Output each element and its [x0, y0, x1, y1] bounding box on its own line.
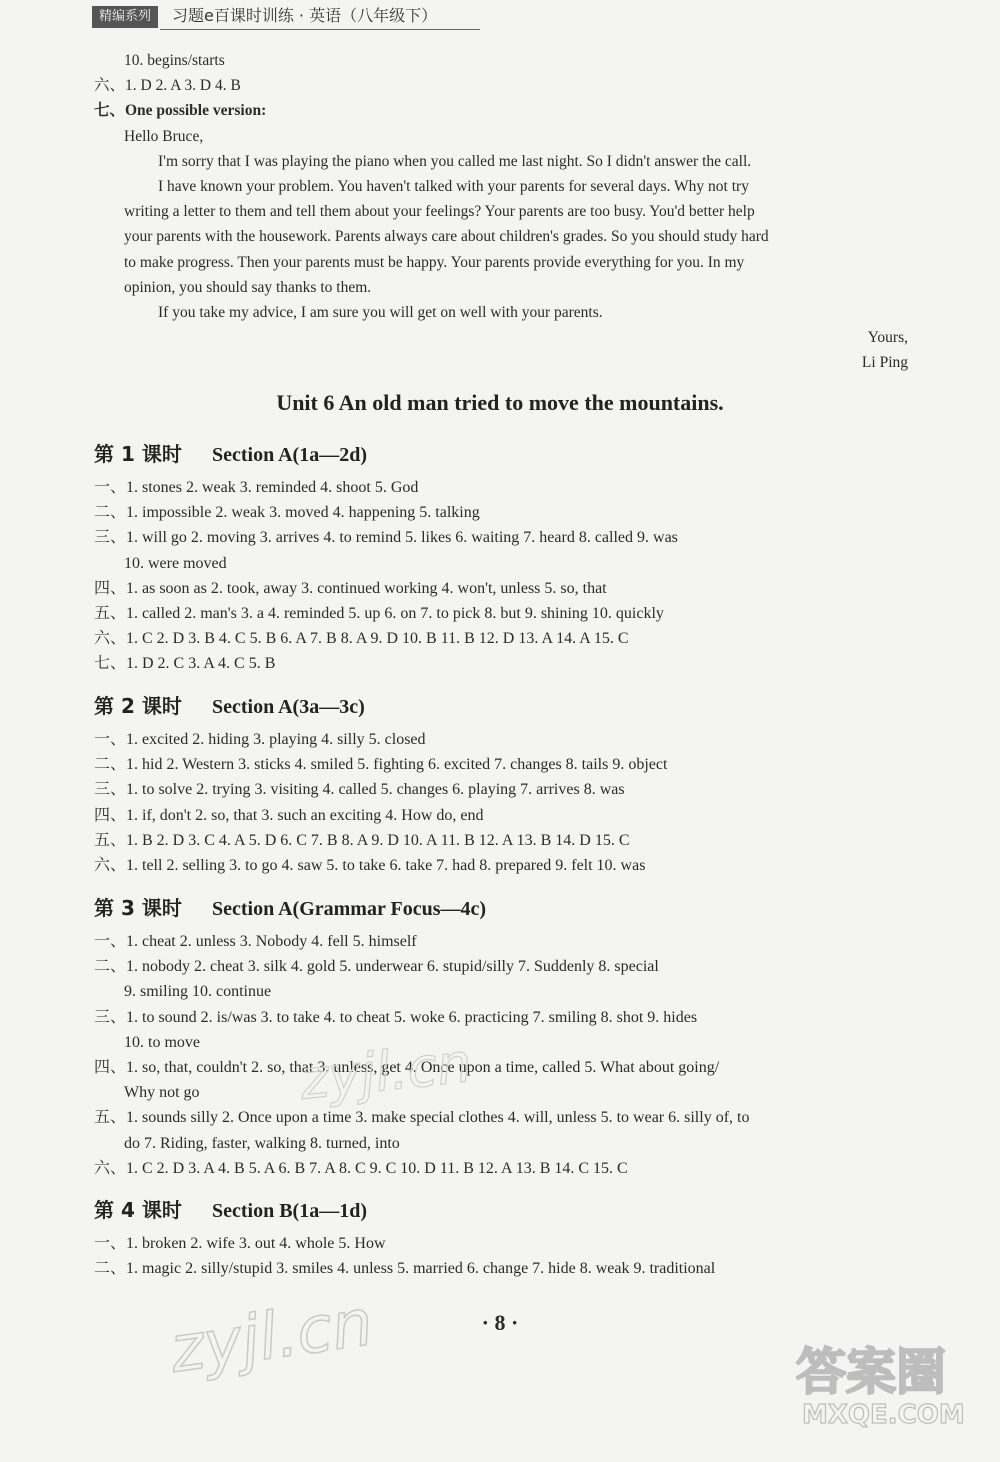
- letter-paragraph: I have known your problem. You haven't talked with your parents for several days. Why not try: [158, 178, 749, 196]
- lesson-section: Section A(1a—2d): [212, 444, 367, 466]
- answer-line: 二、1. nobody 2. cheat 3. silk 4. gold 5. underwear 6. stupid/silly 7. Suddenly 8. special: [94, 958, 659, 976]
- lesson-2: [94, 692, 914, 878]
- lesson-period: 第 3 课时: [94, 896, 182, 920]
- answer-line: 一、1. cheat 2. unless 3. Nobody 4. fell 5. himself: [94, 933, 417, 950]
- answer-line: Why not go: [124, 1084, 200, 1102]
- lesson-title: [94, 894, 914, 923]
- answer-line: 六、1. C 2. D 3. A 4. B 5. A 6. B 7. A 8. C 9. C 10. D 11. B 12. A 13. B 14. C 15. C: [94, 1159, 628, 1177]
- answer-line: 六、1. C 2. D 3. B 4. C 5. B 6. A 7. B 8. A 9. D 10. B 11. B 12. D 13. A 14. A 15. C: [94, 630, 629, 648]
- letter-signature: Li Ping: [861, 354, 908, 372]
- lesson-section: Section A(3a—3c): [212, 696, 365, 718]
- letter-paragraph: opinion, you should say thanks to them.: [124, 278, 372, 296]
- letter-paragraph: your parents with the housework. Parents always care about children's grades. So you should study hard: [124, 228, 769, 246]
- writing-heading: 七、One possible version:: [94, 102, 267, 120]
- answer-line: 二、1. hid 2. Western 3. sticks 4. smiled 5. fighting 6. excited 7. changes 8. tails 9. object: [94, 756, 668, 774]
- answer-line: 二、1. magic 2. silly/stupid 3. smiles 4. unless 5. married 6. change 7. hide 8. weak 9. traditional: [94, 1260, 716, 1278]
- answer-line: 三、1. will go 2. moving 3. arrives 4. to remind 5. likes 6. waiting 7. heard 8. called 9. was: [94, 529, 678, 547]
- lesson-title: [94, 1196, 914, 1225]
- page-number: · 8 ·: [481, 1310, 519, 1335]
- book-title: 习题e百课时训练 · 英语（八年级下）: [172, 6, 438, 25]
- site-stamp-logo: [796, 1332, 986, 1442]
- lesson-title: [94, 440, 914, 469]
- answer-line: 9. smiling 10. continue: [124, 983, 272, 1001]
- answer-line: 四、1. as soon as 2. took, away 3. continued working 4. won't, unless 5. so, that: [94, 579, 607, 597]
- answer-line: 一、1. stones 2. weak 3. reminded 4. shoot 5. God: [94, 479, 419, 496]
- lesson-period: 第 2 课时: [94, 694, 182, 718]
- lesson-period: 第 4 课时: [94, 1198, 182, 1222]
- answer-line: 10. were moved: [124, 554, 227, 572]
- answer-line: 五、1. called 2. man's 3. a 4. reminded 5. up 6. on 7. to pick 8. but 9. shining 10. quickly: [94, 605, 664, 623]
- letter-paragraph: I'm sorry that I was playing the piano when you called me last night. So I didn't answer the call.: [158, 152, 752, 170]
- answer-line: do 7. Riding, faster, walking 8. turned, into: [124, 1134, 400, 1152]
- stamp-url: MXQE.COM: [802, 1400, 965, 1430]
- stamp-text: 答案圈: [796, 1343, 946, 1401]
- letter-paragraph: If you take my advice, I am sure you will get on well with your parents.: [158, 304, 603, 322]
- answer-line: 二、1. impossible 2. weak 3. moved 4. happening 5. talking: [94, 504, 480, 522]
- lesson-title: [94, 692, 914, 721]
- lesson-section: Section A(Grammar Focus—4c): [212, 898, 487, 920]
- letter-closing: Yours,: [867, 329, 908, 347]
- answer-line: 七、1. D 2. C 3. A 4. C 5. B: [94, 655, 276, 673]
- answer-line: 四、1. if, don't 2. so, that 3. such an exciting 4. How do, end: [94, 806, 484, 824]
- lesson-section: Section B(1a—1d): [212, 1200, 367, 1222]
- answer-line: 10. to move: [124, 1033, 200, 1051]
- answer-line: 三、1. to sound 2. is/was 3. to take 4. to cheat 5. woke 6. practicing 7. smiling 8. shot 9. hides: [94, 1008, 698, 1026]
- lesson-4: [94, 1196, 914, 1281]
- letter-greeting: Hello Bruce,: [124, 127, 204, 145]
- watermark-logo: zyjl.cn: [297, 1031, 475, 1112]
- previous-answers: [94, 48, 914, 376]
- answer-line: 三、1. to solve 2. trying 3. visiting 4. called 5. changes 6. playing 7. arrives 8. was: [94, 781, 625, 799]
- unit-title: Unit 6 An old man tried to move the mountains.: [276, 390, 724, 415]
- lesson-1: [94, 440, 914, 677]
- answer-line: 一、1. excited 2. hiding 3. playing 4. silly 5. closed: [94, 731, 426, 748]
- letter-paragraph: writing a letter to them and tell them about your feelings? Your parents are too busy. You'd better help: [124, 203, 755, 221]
- answer-line: 六、1. tell 2. selling 3. to go 4. saw 5. to take 6. take 7. had 8. prepared 9. felt 10. was: [94, 857, 646, 875]
- lesson-period: 第 1 课时: [94, 442, 182, 466]
- series-badge: 精编系列: [92, 6, 158, 28]
- answer-line: 五、1. B 2. D 3. C 4. A 5. D 6. C 7. B 8. A 9. D 10. A 11. B 12. A 13. B 14. D 15. C: [94, 831, 630, 849]
- page-header: [92, 4, 484, 30]
- answer-line: 四、1. so, that, couldn't 2. so, that 3. unless, get 4. Once upon a time, called 5. What about going/: [94, 1059, 720, 1077]
- answer-line: 六、1. D 2. A 3. D 4. B: [94, 77, 241, 95]
- header-rule: [160, 29, 480, 30]
- answer-line: 一、1. broken 2. wife 3. out 4. whole 5. How: [94, 1235, 386, 1252]
- answer-line: 10. begins/starts: [124, 52, 225, 69]
- answer-line: 五、1. sounds silly 2. Once upon a time 3. make special clothes 4. will, unless 5. to wear 6. silly of, to: [94, 1109, 750, 1127]
- letter-paragraph: to make progress. Then your parents must be happy. Your parents provide everything for you. In my: [124, 253, 745, 271]
- lesson-3: [94, 894, 914, 1181]
- watermark-logo: zyjl.cn: [165, 1286, 378, 1388]
